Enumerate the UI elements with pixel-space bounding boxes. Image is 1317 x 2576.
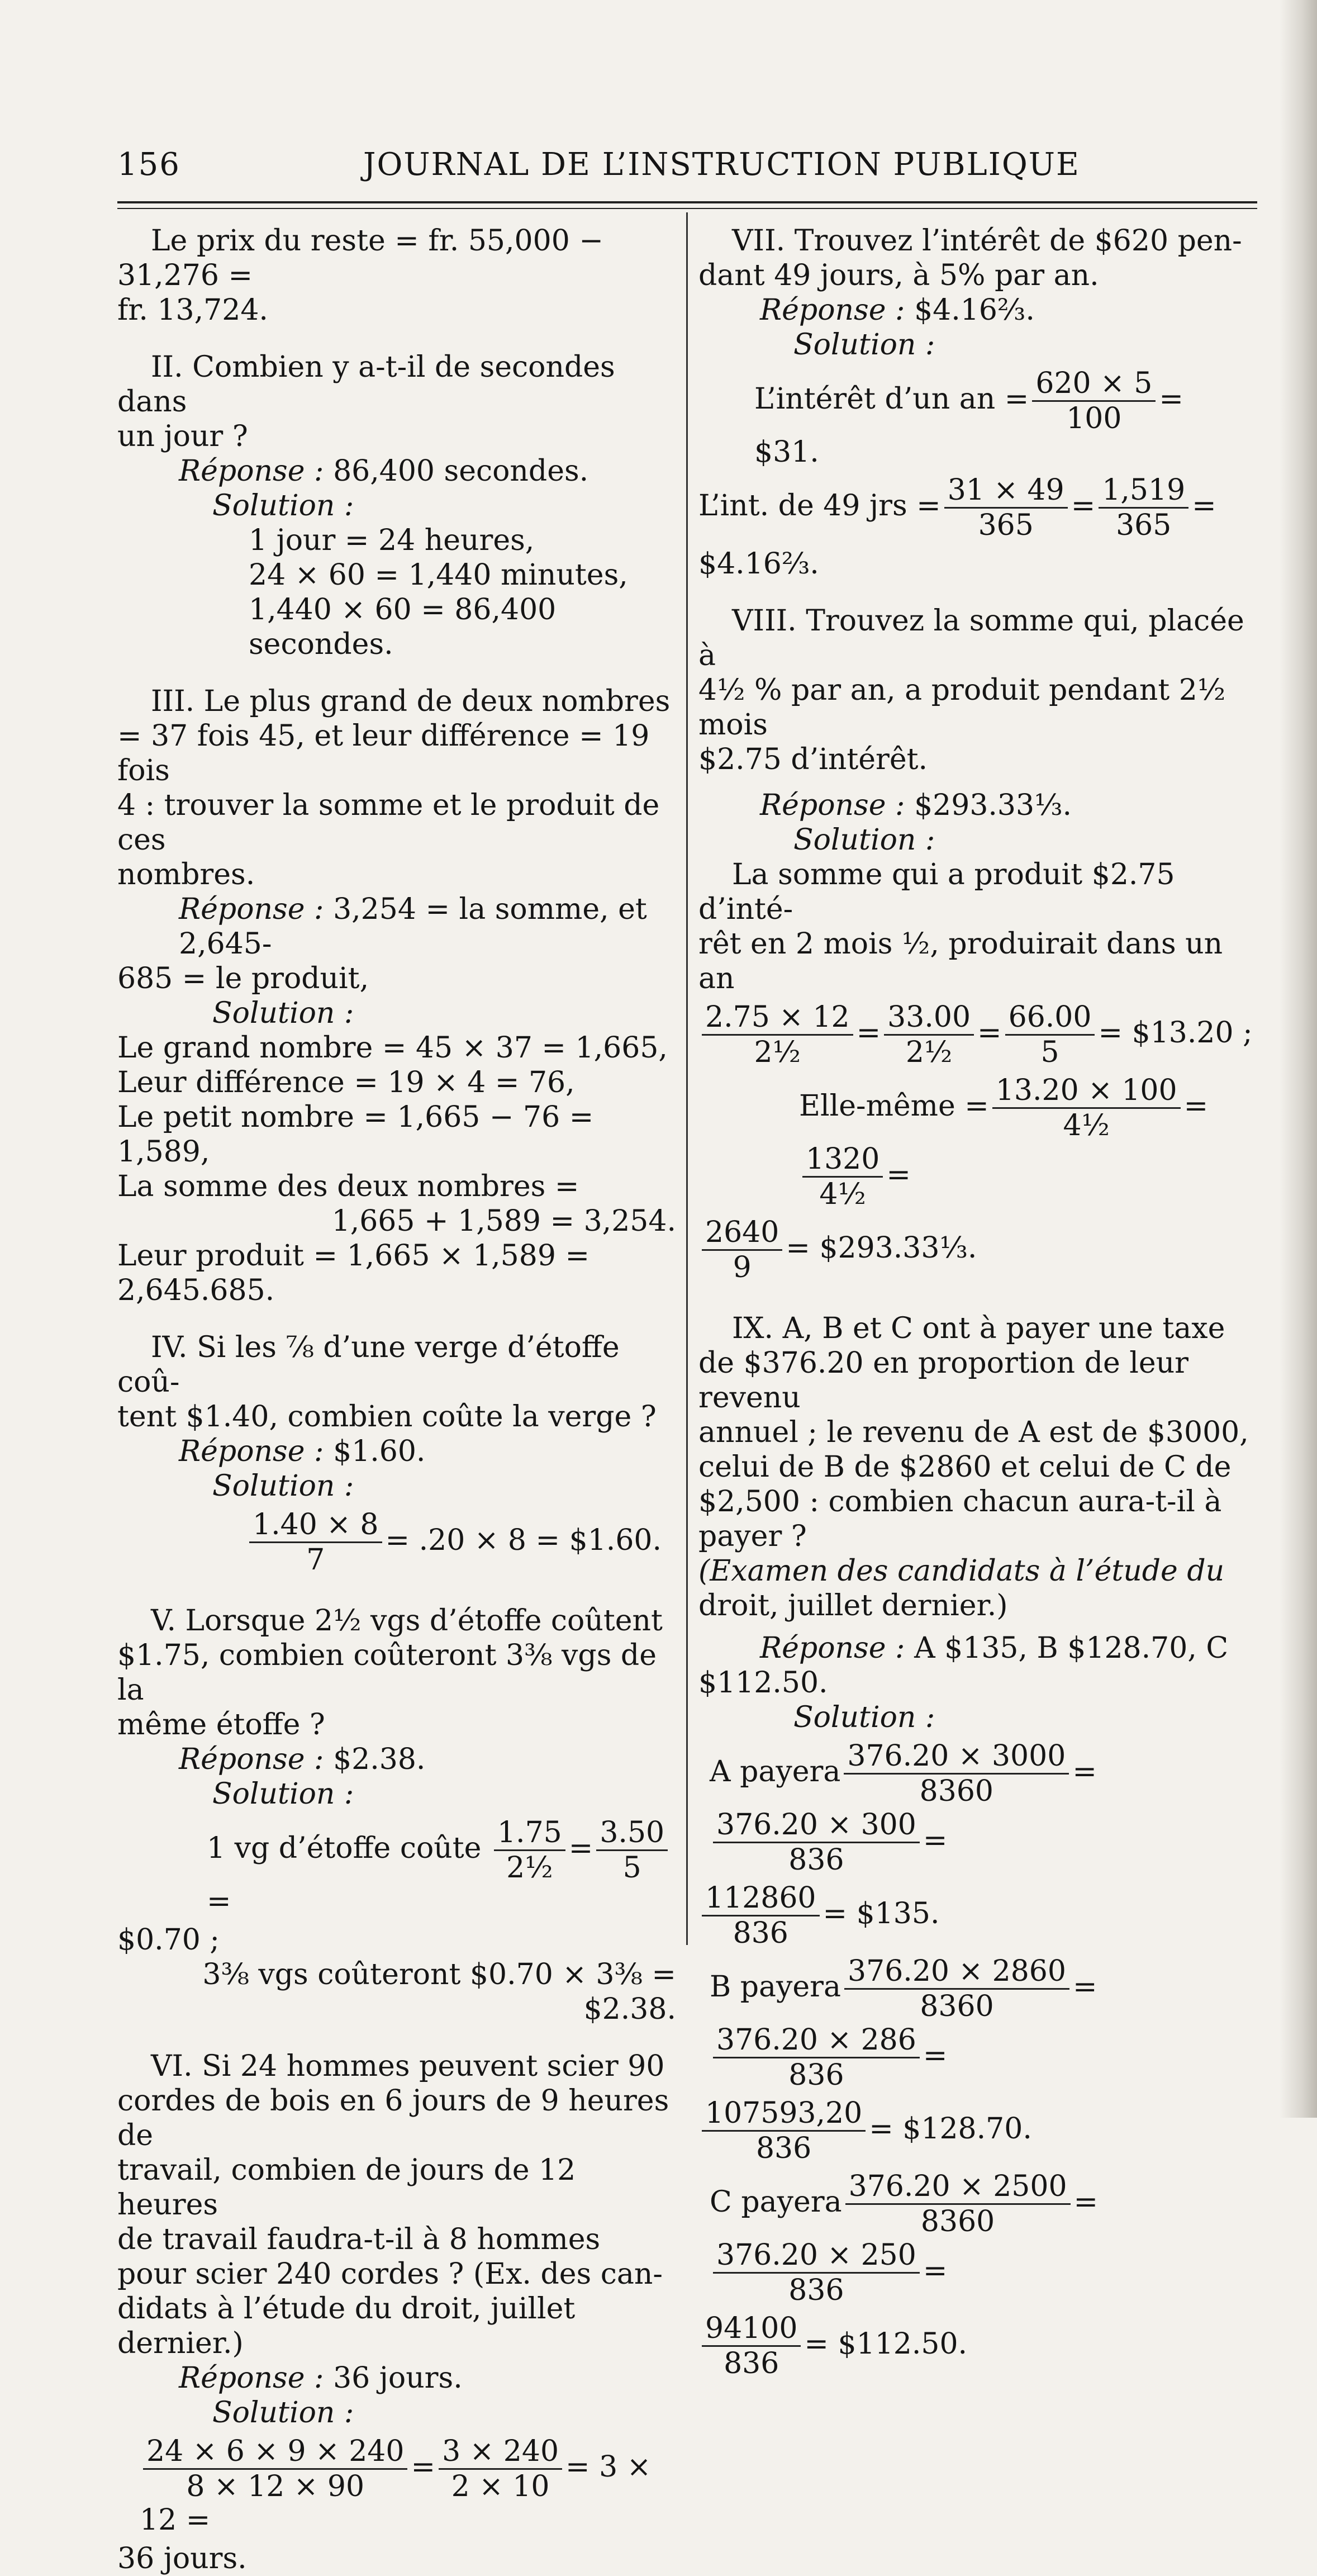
solution-label: Solution : [212, 2396, 354, 2430]
page-number: 156 [117, 146, 180, 183]
text-line: droit, juillet dernier.) [698, 1589, 1008, 1623]
text-line: tent $1.40, combien coûte la verge ? [117, 1400, 657, 1434]
problem-4: IV. Si les ⅞ d’une verge d’étoffe coû- [117, 1331, 620, 1399]
text-line: = 37 fois 45, et leur différence = 19 fois [117, 719, 650, 787]
problem-6: VI. Si 24 hommes peuvent scier 90 [151, 2050, 665, 2083]
solution-line: 36 jours. [117, 2542, 247, 2575]
solution-label: Solution : [793, 1701, 935, 1734]
text-line: annuel ; le revenu de A est de $3000, [698, 1416, 1249, 1449]
equation: $\frac{2640}{9}$ = $293.33⅓. [698, 1216, 1257, 1284]
header-rule [117, 201, 1257, 203]
text-line: même étoffe ? [117, 1708, 325, 1742]
text-line: 4½ % par an, a produit pendant 2½ mois [698, 673, 1226, 742]
text-line: celui de B de $2860 et celui de C de [698, 1450, 1232, 1484]
answer-label: Réponse : [760, 1631, 905, 1665]
solution-line: 1,440 × 60 = 86,400 secondes. [249, 593, 557, 661]
equation: $\frac{107593,20}{836}$ = $128.70. [698, 2096, 1257, 2165]
solution-line: Leur différence = 19 × 4 = 76, [117, 1066, 575, 1099]
text-line: un jour ? [117, 420, 248, 453]
solution-label: Solution : [793, 328, 935, 362]
solution-line: 1,665 + 1,589 = 3,254. [331, 1204, 676, 1238]
equation: 1 vg d’étoffe coûte $\frac{1.75}{\text{2½}}$ = $\frac{3.50}{5}$ = [117, 1816, 676, 1918]
solution-label: Solution : [212, 1777, 354, 1811]
text-line: 685 = le produit, [117, 962, 369, 995]
text-line: cordes de bois en 6 jours de 9 heures de [117, 2084, 669, 2152]
equation: $\frac{2.75 \times 12}{\text{2½}}$ = $\frac{33.00}{\text{2½}}$ = $\frac{66.00}{5}$ = $13.20 ; [698, 1000, 1257, 1069]
text-line: $2.75 d’intérêt. [698, 743, 928, 776]
answer-value: $1.60. [333, 1435, 426, 1468]
equation: C payera $\frac{376.20 \times 2500}{8360}$ = $\frac{376.20 \times 250}{836}$ = [710, 2170, 1099, 2307]
answer-label: Réponse : [760, 789, 905, 822]
left-column [117, 224, 676, 2576]
text-line: $1.75, combien coûteront 3⅜ vgs de la [117, 1639, 657, 1707]
text-line: $112.50. [698, 1666, 828, 1700]
running-title: JOURNAL DE L’INSTRUCTION PUBLIQUE [363, 146, 1080, 183]
page-header [117, 146, 1257, 191]
answer-value: 3,254 = la somme, et 2,645- [179, 893, 647, 961]
equation: $\frac{112860}{836}$ = $135. [698, 1881, 1257, 1950]
solution-line: Le grand nombre = 45 × 37 = 1,665, [117, 1031, 668, 1065]
text-line: $2,500 : combien chacun aura-t-il à payer ? [698, 1485, 1222, 1553]
solution-line: $0.70 ; [117, 1923, 220, 1957]
equation: A payera $\frac{376.20 \times 3000}{8360}$ = $\frac{376.20 \times 300}{836}$ = [710, 1739, 1097, 1877]
text-line: travail, combien de jours de 12 heures [117, 2153, 576, 2222]
solution-line: Le petit nombre = 1,665 − 76 = 1,589, [117, 1100, 594, 1169]
answer-label: Réponse : [179, 893, 324, 926]
answer-label: Réponse : [179, 2361, 324, 2395]
solution-line: $4.16⅔. [698, 547, 819, 581]
answer-label: Réponse : [179, 1435, 324, 1468]
solution-label: Solution : [212, 1469, 354, 1503]
fraction: $\frac{1.40 \times 8}{7}$ [249, 1508, 382, 1577]
text-line: didats à l’étude du droit, juillet dernier.) [117, 2292, 576, 2360]
right-column [698, 224, 1257, 2385]
text-line: rêt en 2 mois ½, produirait dans un an [698, 927, 1223, 995]
text-line: nombres. [117, 858, 255, 891]
text-line: fr. 13,724. [117, 293, 268, 327]
problem-8: VIII. Trouvez la somme qui, placée à [698, 604, 1244, 672]
answer-value: 86,400 secondes. [333, 454, 589, 488]
solution-label: Solution : [212, 997, 354, 1030]
text-line: pour scier 240 cordes ? (Ex. des can- [117, 2257, 663, 2291]
problem-5: V. Lorsque 2½ vgs d’étoffe coûtent [151, 1604, 663, 1638]
solution-line: La somme des deux nombres = [117, 1170, 579, 1203]
solution-line: Leur produit = 1,665 × 1,589 = 2,645.685. [117, 1239, 590, 1307]
problem-9: IX. A, B et C ont à payer une taxe [732, 1312, 1225, 1345]
text-line: dant 49 jours, à 5% par an. [698, 259, 1099, 292]
text-line: de $376.20 en proportion de leur revenu [698, 1346, 1189, 1415]
equation: L’int. de 49 jrs = $\frac{31 \times 49}{365}$ = $\frac{1,519}{365}$ = [698, 473, 1216, 542]
answer-value: 36 jours. [333, 2361, 463, 2395]
answer-value: A $135, B $128.70, C [914, 1631, 1229, 1665]
solution-label: Solution : [793, 823, 935, 857]
text-line: (Examen des candidats à l’étude du [698, 1554, 1225, 1588]
answer-label: Réponse : [179, 1743, 324, 1776]
equation: $\frac{94100}{836}$ = $112.50. [698, 2312, 1257, 2380]
column-divider [686, 212, 688, 1945]
problem-3: III. Le plus grand de deux nombres [151, 685, 671, 718]
solution-line: 3⅜ vgs coûteront $0.70 × 3⅜ = $2.38. [202, 1958, 676, 2026]
equation: B payera $\frac{376.20 \times 2860}{8360}$ = $\frac{376.20 \times 286}{836}$ = [710, 1954, 1097, 2092]
answer-value: $4.16⅔. [914, 293, 1035, 327]
equation: Elle-même = $\frac{13.20 \times 100}{\text{4½}}$ = $\frac{1320}{\text{4½}}$ = [799, 1074, 1209, 1211]
problem-7: VII. Trouvez l’intérêt de $620 pen- [732, 224, 1242, 258]
solution-label: Solution : [212, 489, 354, 523]
page-edge [1280, 0, 1317, 2118]
text-line: La somme qui a produit $2.75 d’inté- [698, 858, 1175, 926]
answer-label: Réponse : [179, 454, 324, 488]
equation: $\frac{1.40 \times 8}{7}$ = .20 × 8 = $1.60. [117, 1508, 676, 1577]
equation: $\frac{24 \times 6 \times 9 \times 240}{8 \times 12 \times 90}$ = $\frac{3 \times 240}{2 \times 10}$ = 3 × 12 = [140, 2435, 652, 2537]
answer-value: $2.38. [333, 1743, 426, 1776]
solution-line: 1 jour = 24 heures, [249, 524, 535, 557]
text-line: Le prix du reste = fr. 55,000 − 31,276 = [117, 224, 603, 292]
header-rule-thin [117, 208, 1257, 209]
text-line: 4 : trouver la somme et le produit de ces [117, 789, 660, 857]
answer-value: $293.33⅓. [914, 789, 1072, 822]
problem-2: II. Combien y a-t-il de secondes dans [117, 350, 615, 419]
equation: L’intérêt d’un an = $\frac{620 \times 5}{100}$ = $31. [754, 367, 1183, 469]
answer-label: Réponse : [760, 293, 905, 327]
text-line: de travail faudra-t-il à 8 hommes [117, 2223, 601, 2256]
solution-line: 24 × 60 = 1,440 minutes, [249, 558, 628, 592]
